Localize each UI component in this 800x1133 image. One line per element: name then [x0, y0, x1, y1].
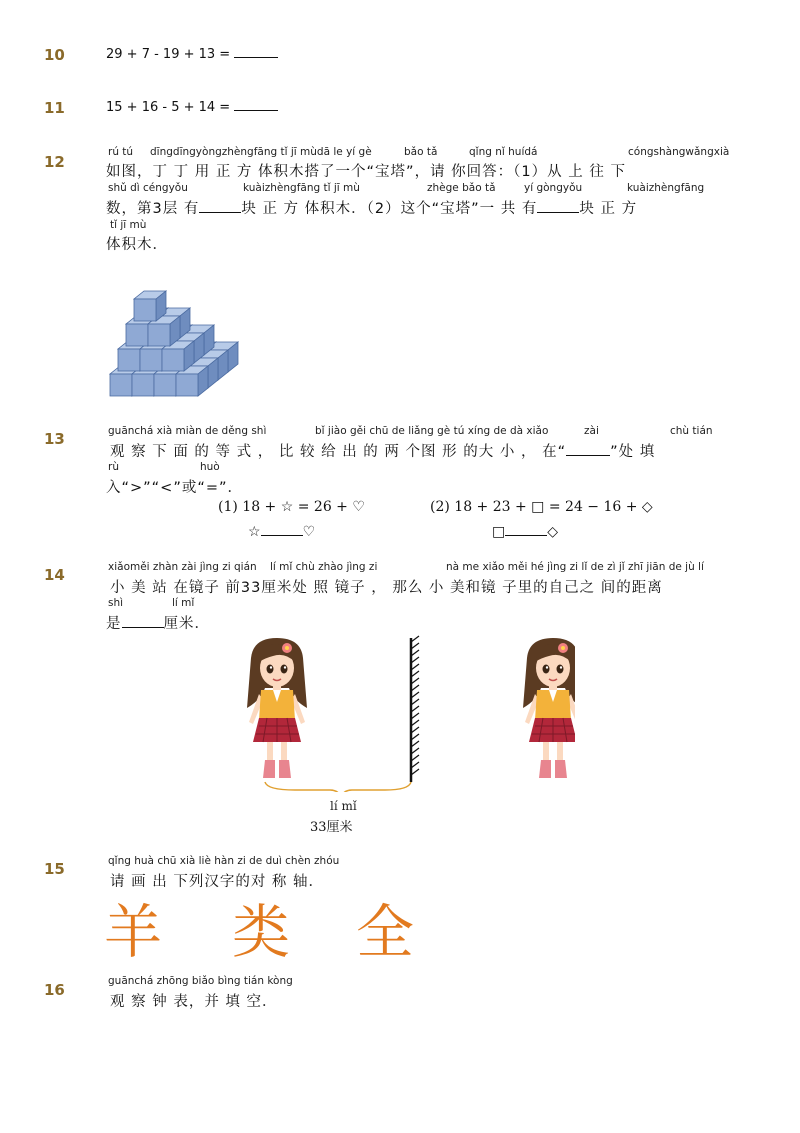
- q12-pinyin-1d: qǐng nǐ huídá: [469, 146, 538, 158]
- q12-blank-1[interactable]: [199, 200, 241, 213]
- q11-expression: [106, 100, 278, 115]
- q14-pinyin-1b: lí mǐ chù zhào jìng zi: [270, 561, 378, 573]
- question-number-13: 13: [44, 430, 65, 448]
- q14-text-line1: 小 美 站 在镜子 前33厘米处 照 镜子 ， 那么 小 美和镜 子里的自己之 间的距离: [110, 580, 663, 596]
- q12-pinyin-2a: shǔ dì céngyǒu: [108, 182, 188, 194]
- q12-pinyin-2e: kuàizhèngfāng: [627, 182, 705, 194]
- q13-compare-2-blank[interactable]: [505, 523, 547, 536]
- q13-pinyin-1c: zài: [584, 425, 599, 437]
- q12-pinyin-1c: bǎo tǎ: [404, 146, 438, 158]
- q14-text-2a: 是: [106, 616, 122, 632]
- q13-compare-1-left: ☆: [248, 524, 261, 540]
- cube-face: [118, 349, 140, 371]
- cube-pagoda: [110, 291, 238, 396]
- q13-equation-1: (1) 18 + ☆ = 26 + ♡: [218, 499, 365, 515]
- q13-compare-1-blank[interactable]: [261, 523, 303, 536]
- q13-pinyin-1b: bǐ jiào gěi chū de liǎng gè tú xíng de dà xiǎo: [315, 425, 549, 437]
- q12-pinyin-1a: rú tú: [108, 146, 134, 158]
- q13-compare-2-right: ◇: [547, 524, 559, 540]
- q13-text-line1: [110, 440, 655, 461]
- question-number-14: 14: [44, 566, 65, 584]
- q13-text-1b: ”处 填: [610, 444, 656, 460]
- question-number-15: 15: [44, 860, 65, 878]
- q13-compare-2-left: □: [492, 524, 506, 540]
- q15-text: 请 画 出 下列汉字的对 称 轴．: [110, 874, 325, 890]
- q14-pinyin-2b: lí mǐ: [172, 597, 195, 609]
- q10-answer-blank[interactable]: [234, 47, 278, 58]
- q12-pinyin-2b: kuàizhèngfāng tǐ jī mù: [243, 182, 360, 194]
- cube-face: [162, 349, 184, 371]
- q12-text-line3: 体积木．: [106, 237, 168, 253]
- q14-answer-blank[interactable]: [122, 615, 164, 628]
- q10-expression: [106, 47, 278, 62]
- question-number-10: 10: [44, 46, 65, 64]
- q12-text-2b: 块 正 方 体积木．（2）这个“宝塔”一 共 有: [241, 201, 538, 217]
- q12-text-2c: 块 正 方: [579, 201, 638, 217]
- hanzi-lei[interactable]: 类: [232, 898, 291, 966]
- q14-text-2b: 厘米．: [163, 616, 210, 632]
- cube-face: [110, 374, 132, 396]
- q14-pinyin-1c: nà me xiǎo měi hé jìng zi lǐ de zì jǐ zhī jiān de jù lí: [446, 561, 704, 573]
- mirror-illustration: [235, 632, 575, 792]
- cube-face: [126, 324, 148, 346]
- q13-pinyin-2a: rù: [108, 461, 119, 473]
- hanzi-quan[interactable]: 全: [356, 898, 415, 966]
- q10-expr-text: 29 + 7 - 19 + 13 =: [106, 47, 231, 62]
- cube-face: [140, 349, 162, 371]
- cube-face: [134, 299, 156, 321]
- q13-pinyin-1d: chù tián: [670, 425, 713, 437]
- question-number-12: 12: [44, 153, 65, 171]
- q13-equation-2: (2) 18 + 23 + □ = 24 − 16 + ◇: [430, 499, 653, 515]
- q16-text: 观 察 钟 表，并 填 空．: [110, 994, 278, 1010]
- q13-compare-2: [492, 523, 558, 540]
- cube-face: [132, 374, 154, 396]
- q13-pinyin-1a: guānchá xià miàn de děng shì: [108, 425, 267, 437]
- q12-pinyin-1b: dīngdīngyòngzhèngfāng tǐ jī mùdā le yí gè: [150, 146, 372, 158]
- q14-pinyin-2a: shì: [108, 597, 124, 609]
- q14-pinyin-1a: xiǎoměi zhàn zài jìng zi qián: [108, 561, 257, 573]
- question-number-11: 11: [44, 99, 65, 117]
- cube-pagoda-figure: [100, 262, 260, 408]
- q12-pinyin-2c: zhège bǎo tǎ: [427, 182, 496, 194]
- q11-expr-text: 15 + 16 - 5 + 14 =: [106, 100, 231, 115]
- cube-face: [176, 374, 198, 396]
- q12-text-2a: 数，第3层 有: [106, 201, 200, 217]
- q13-text-line2: 入“>”“<”或“=”．: [106, 480, 244, 496]
- q14-distance-label: 33厘米: [310, 820, 353, 835]
- q14-text-line2: [106, 612, 210, 633]
- q14-distance-pinyin: lí mǐ: [330, 799, 357, 813]
- q12-pinyin-2d: yí gòngyǒu: [524, 182, 583, 194]
- q12-blank-2[interactable]: [537, 200, 579, 213]
- q13-pinyin-2b: huò: [200, 461, 220, 473]
- q13-blank-example: [566, 443, 610, 456]
- q12-pinyin-3: tǐ jī mù: [110, 219, 147, 231]
- q12-text-line2: [106, 197, 637, 218]
- q15-pinyin: qǐng huà chū xià liè hàn zi de duì chèn zhóu: [108, 855, 340, 867]
- q16-pinyin: guānchá zhōng biǎo bìng tián kòng: [108, 975, 293, 987]
- q12-pinyin-1e: cóngshàngwǎngxià: [628, 146, 730, 158]
- q13-text-1a: 观 察 下 面 的 等 式 ， 比 较 给 出 的 两 个图 形 的大 小 ， 在“: [110, 444, 567, 460]
- q13-compare-1-right: ♡: [302, 524, 316, 540]
- q13-compare-1: [248, 523, 315, 540]
- question-number-16: 16: [44, 981, 65, 999]
- hanzi-yang[interactable]: 羊: [104, 898, 163, 966]
- q12-text-line1: 如图，丁 丁 用 正 方 体积木搭了一个“宝塔”，请 你回答：（1）从 上 往 下: [106, 164, 626, 180]
- q11-answer-blank[interactable]: [234, 100, 278, 111]
- cube-face: [148, 324, 170, 346]
- cube-face: [154, 374, 176, 396]
